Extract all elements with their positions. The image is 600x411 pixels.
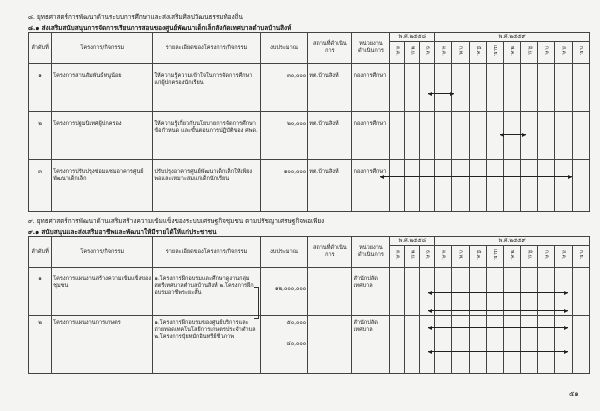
header-year1: พ.ศ.๒๕๕๘ — [390, 33, 435, 42]
row-detail: ให้ความรู้เกี่ยวกับนโยบายการจัดการศึกษาข้อกำหนด และขั้นตอนการปฏิบัติของ ศพด. — [153, 112, 260, 160]
row-budget: ๑๐๐,๐๐๐ — [260, 160, 307, 212]
header-agency: หน่วยงานดำเนินการ — [352, 237, 390, 268]
month-cell: ธ.ค. — [420, 42, 435, 64]
page-number: ๕๑ — [569, 390, 579, 398]
row-project: โครงการแผนงานสร้างความเข้มแข็งของชุมชน — [52, 268, 153, 316]
month-cell: ก.พ. — [452, 246, 469, 268]
row-location: ทต.บ้านสิงห์ — [308, 160, 352, 212]
table-row — [29, 64, 590, 112]
row-project: โครงการสานสัมพันธ์หนูน้อย — [52, 64, 153, 112]
month-cell: ก.ค. — [538, 42, 555, 64]
header-budget: งบประมาณ — [260, 33, 307, 64]
header-detail: รายละเอียดของโครงการ/กิจกรรม — [153, 237, 260, 268]
table-row — [29, 112, 590, 160]
row-location: ทต.บ้านสิงห์ — [308, 64, 352, 112]
month-cell: ก.ค. — [538, 246, 555, 268]
row-project: โครงการแผนงานการเกษตร — [52, 316, 153, 374]
month-cell: ส.ค. — [555, 42, 572, 64]
header-project: โครงการ/กิจกรรม — [52, 33, 153, 64]
row-agency: กองการศึกษา — [352, 112, 390, 160]
row-detail: ๑.โครงการฝึกอบรมของศูนย์บริการและถ่ายทอดเทคโนโลยีการเกษตรประจำตำบล ๒.โครงการปุ๋ยหมักอินทรีย์ชีวภาพ — [153, 316, 260, 374]
month-cell: ธ.ค. — [420, 246, 435, 268]
month-cell: ต.ค. — [390, 246, 405, 268]
row-detail: ๑.โครงการฝึกอบรมและศึกษาดูงานกลุ่มสตรีเทศบาลตำบลบ้านสิงห์ ๒.โครงการฝึกอบรมอาชีพระยะสั้น — [153, 268, 260, 316]
section1-strategy: ๘. ยุทธศาสตร์การพัฒนาด้านระบบการศึกษาและส่งเสริมศิลปวัฒนธรรมท้องถิ่น — [28, 13, 243, 21]
header-year2: พ.ศ.๒๕๕๙ — [435, 237, 590, 246]
timeline-arrow — [500, 134, 526, 135]
timeline-arrow — [428, 93, 454, 94]
row-budget: ๓๐,๐๐๐ — [260, 64, 307, 112]
header-detail: รายละเอียดของโครงการ/กิจกรรม — [153, 33, 260, 64]
month-cell: พ.ย. — [405, 246, 420, 268]
header-agency: หน่วยงานดำเนินการ — [352, 33, 390, 64]
month-cell: ก.ย. — [572, 246, 589, 268]
row-no: ๒ — [29, 316, 52, 374]
section1-table — [28, 32, 590, 212]
section2-sub: ๙.๑ สนับสนุนและส่งเสริมอาชีพและพัฒนาให้มีรายได้ให้แก่ประชาชน — [28, 228, 217, 236]
month-cell: มิ.ย. — [521, 246, 538, 268]
timeline-arrow — [428, 310, 568, 311]
row-budget: ๒๐,๐๐๐ — [260, 112, 307, 160]
row-agency: กองการศึกษา — [352, 64, 390, 112]
month-cell: ก.ย. — [572, 42, 589, 64]
row-location: ทต.บ้านสิงห์ — [308, 112, 352, 160]
budget-line-1: ๕๐,๐๐๐ — [286, 320, 307, 326]
row-no: ๑ — [29, 64, 52, 112]
month-cell: มิ.ย. — [521, 42, 538, 64]
header-year2: พ.ศ.๒๕๕๙ — [435, 33, 590, 42]
header-location: สถานที่ดำเนินการ — [308, 33, 352, 64]
month-cell: ม.ค. — [435, 42, 452, 64]
header-order: ลำดับที่ — [29, 33, 52, 64]
header-year1: พ.ศ.๒๕๕๘ — [390, 237, 435, 246]
row-budget: ๑๒,๐๐๐,๐๐๐ — [260, 268, 307, 316]
header-project: โครงการ/กิจกรรม — [52, 237, 153, 268]
row-budget — [260, 316, 307, 374]
timeline-arrow — [428, 327, 568, 328]
month-cell: พ.ย. — [405, 42, 420, 64]
header-order: ลำดับที่ — [29, 237, 52, 268]
table-row — [29, 316, 590, 374]
budget-line-2: ๔๐,๐๐๐ — [286, 340, 307, 347]
table-row — [29, 160, 590, 212]
row-detail: ปรับปรุงอาคารศูนย์พัฒนาเด็กเล็กให้เพียงพอและเหมาะสมแก่เด็กนักเรียน — [153, 160, 260, 212]
month-cell: มี.ค. — [469, 246, 486, 268]
header-budget: งบประมาณ — [260, 237, 307, 268]
month-cell: ต.ค. — [390, 42, 405, 64]
row-agency: สำนักปลัดเทศบาล — [352, 268, 390, 316]
section2-table — [28, 236, 590, 374]
row-detail: ให้ความรู้ความเข้าใจในการจัดการศึกษาแก่ผู้ปกครองนักเรียน — [153, 64, 260, 112]
month-cell: เม.ย. — [486, 246, 503, 268]
row-agency: สำนักปลัดเทศบาล — [352, 316, 390, 374]
month-cell: พ.ค. — [503, 246, 520, 268]
section1-sub: ๘.๑ ส่งเสริมสนับสนุนการจัดการเรียนการสอนของศูนย์พัฒนาเด็กเล็กสังกัดเทศบาลตำบลบ้านสิงห์ — [28, 24, 292, 32]
row-location — [308, 268, 352, 316]
row-location — [308, 316, 352, 374]
month-cell: พ.ค. — [503, 42, 520, 64]
timeline-arrow — [428, 292, 568, 293]
row-no: ๑ — [29, 268, 52, 316]
section2-strategy: ๙. ยุทธศาสตร์การพัฒนาด้านเสริมสร้างความเข้มแข็งของระบบเศรษฐกิจชุมชน ตามปรัชญาเศรษฐกิจพอเพียง — [28, 217, 325, 225]
budget-bracket — [254, 287, 259, 319]
row-agency: กองการศึกษา — [352, 160, 390, 212]
row-project: โครงการปรับปรุงซ่อมแซมอาคารศูนย์พัฒนาเด็กเล็ก — [52, 160, 153, 212]
timeline-arrow — [428, 351, 568, 352]
month-cell: เม.ย. — [486, 42, 503, 64]
row-no: ๒ — [29, 112, 52, 160]
month-cell: ม.ค. — [435, 246, 452, 268]
month-cell: ส.ค. — [555, 246, 572, 268]
row-no: ๓ — [29, 160, 52, 212]
month-cell: ก.พ. — [452, 42, 469, 64]
timeline-arrow — [380, 176, 572, 177]
month-cell: มี.ค. — [469, 42, 486, 64]
header-location: สถานที่ดำเนินการ — [308, 237, 352, 268]
row-project: โครงการปฐมนิเทศผู้ปกครอง — [52, 112, 153, 160]
